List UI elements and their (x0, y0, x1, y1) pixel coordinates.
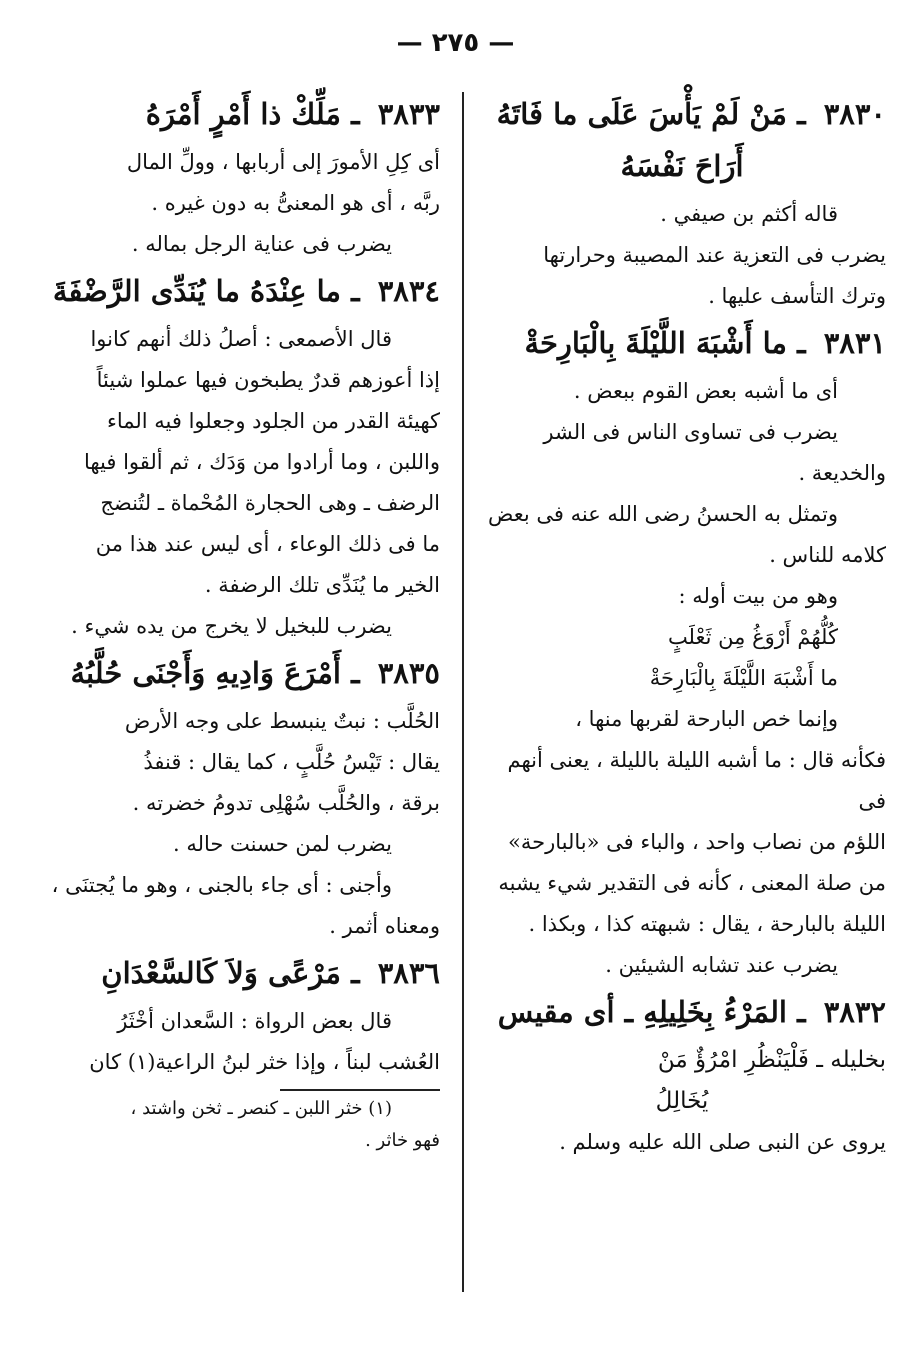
entry-number: ٣٨٣٤ (377, 274, 440, 308)
text-line: إذا أعوزهم قدرٌ يطبخون فيها عملوا شيئاً (96, 368, 440, 392)
text-line: يضرب فى التعزية عند المصيبة وحرارتها (543, 243, 886, 267)
entry-3831-heading (478, 319, 886, 367)
text-line: برقة ، والحُلَّب سُهْلِى تدومُ خضرته . (132, 791, 440, 815)
text-line: يضرب فى عناية الرجل بماله . (131, 232, 392, 256)
text-line: بخليله ـ فَلْيَنْظُرِ امْرُؤٌ مَنْ (657, 1047, 886, 1073)
proverb-title: ما عِنْدَهُ ما يُنَدِّى الرَّضْفَةَ (52, 274, 341, 308)
entry-number: ٣٨٣٢ (823, 995, 886, 1029)
proverb-title: مَلِّكْ ذا أَمْرٍ أَمْرَهُ (145, 97, 341, 131)
footnote-rule (280, 1089, 440, 1091)
footnote-line: فهو خاثر . (365, 1130, 440, 1151)
text-line: يضرب لمن حسنت حاله . (172, 832, 392, 856)
text-line: واللبن ، وما أرادوا من وَدَك ، ثم ألقوا فيها (83, 450, 440, 474)
dash: ـ (351, 656, 360, 690)
heading-gloss: أى مقيس (497, 995, 615, 1029)
proverb-title: مَنْ لَمْ يَأْسَ عَلَى ما فَاتَهُ (496, 97, 787, 131)
text-line: من صلة المعنى ، كأنه فى التقدير شيء يشبه (498, 871, 886, 895)
left-column (45, 88, 440, 1157)
dash: ـ (797, 326, 806, 360)
text-line: كلامه للناس . (769, 543, 886, 567)
dash: ـ (624, 995, 634, 1029)
entry-3833-heading (45, 90, 440, 138)
proverb-title: مَرْعًى وَلاَ كَالسَّعْدَانِ (101, 956, 341, 990)
entry-3830-heading (478, 90, 886, 138)
text-line: يقال : تَيْسُ حُلَّبٍ ، كما يقال : قنفذُ (143, 750, 440, 774)
text-line: يضرب فى تساوى الناس فى الشر (543, 420, 838, 444)
text-line: يضرب للبخيل لا يخرج من يده شيء . (71, 614, 392, 638)
entry-number: ٣٨٣٥ (377, 656, 440, 690)
text-line: أى كِلِ الأمورَ إلى أربابها ، وولِّ المال (126, 150, 440, 174)
dash: ـ (351, 956, 360, 990)
text-line: وهو من بيت أوله : (678, 584, 838, 608)
text-line: قال الأصمعى : أصلُ ذلك أنهم كانوا (90, 327, 392, 351)
column-divider (462, 92, 464, 1292)
verse-line: كُلُّهُمْ أَرْوَغُ مِن ثَعْلَبٍ (667, 625, 838, 649)
proverb-title: المَرْءُ بِخَلِيلِهِ (643, 995, 787, 1029)
dash: ـ (797, 995, 806, 1029)
verse-line: ما أَشْبَهَ اللَّيْلَةَ بِالْبَارِحَةْ (649, 666, 838, 690)
text-line: ربَّه ، أى هو المعنىُّ به دون غيره . (151, 191, 440, 215)
text-line: الخير ما يُنَدِّى تلك الرضفة . (204, 573, 440, 597)
dash: ـ (351, 97, 360, 131)
proverb-title: أَمْرَعَ وَادِيهِ وَأَجْنَى حُلَّبُهُ (70, 656, 341, 690)
text-line: وأجنى : أى جاء بالجنى ، وهو ما يُجتنَى ، (51, 873, 392, 897)
footnote-line: (١) خثر اللبن ـ كنصر ـ ثخن واشتد ، (130, 1098, 392, 1119)
entry-number: ٣٨٣١ (823, 326, 886, 360)
entry-3836-heading (45, 949, 440, 997)
text-line: اللؤم من نصاب واحد ، والباء فى «بالبارحة» (508, 830, 886, 854)
text-line: وترك التأسف عليها . (708, 284, 886, 308)
text-line: الليلة بالبارحة ، يقال : شبهته كذا ، وبكذا . (528, 912, 886, 936)
text-line: كهيئة القدر من الجلود وجعلوا فيه الماء (106, 409, 440, 433)
entry-3832-heading (478, 988, 886, 1036)
entry-number: ٣٨٣٦ (377, 956, 440, 990)
entry-number: ٣٨٣٣ (377, 97, 440, 131)
text-line: العُشب لبناً ، وإذا خثر لبنُ الراعية(١) كان (89, 1050, 440, 1074)
right-column (478, 88, 886, 1163)
text-line: والخديعة . (798, 461, 886, 485)
page-number: — ٢٧٥ — (396, 28, 515, 58)
text-line: الرضف ـ وهى الحجارة المُحْماة ـ لتُنضج (100, 491, 440, 515)
text-line: يروى عن النبى صلى الله عليه وسلم . (559, 1130, 886, 1154)
text-line: وتمثل به الحسنُ رضى الله عنه فى بعض (488, 502, 838, 526)
entry-3834-heading (45, 267, 440, 315)
text-line: الحُلَّب : نبتٌ ينبسط على وجه الأرض (124, 709, 440, 733)
text-line: وإنما خص البارحة لقربها منها ، (575, 707, 838, 731)
text-line: أى ما أشبه بعض القوم ببعض . (573, 379, 838, 403)
entry-number: ٣٨٣٠ (823, 97, 886, 131)
proverb-title: ما أَشْبَهَ اللَّيْلَةَ بِالْبَارِحَةْ (524, 326, 787, 360)
text-line: فكأنه قال : ما أشبه الليلة بالليلة ، يعنى أنهم فى (507, 748, 886, 813)
dash: ـ (351, 274, 360, 308)
proverb-title-continued: أَرَاحَ نَفْسَهُ (620, 149, 744, 183)
text-line: يُخَالِلُ (655, 1088, 709, 1114)
dash: ـ (797, 97, 806, 131)
text-line: ومعناه أثمر . (329, 914, 440, 938)
entry-3835-heading (45, 649, 440, 697)
text-line: قاله أكثم بن صيفي . (660, 202, 838, 226)
text-line: قال بعض الرواة : السَّعدان أخْثَرُ (117, 1009, 392, 1033)
text-line: يضرب عند تشابه الشيئين . (605, 953, 838, 977)
text-line: ما فى ذلك الوعاء ، أى ليس عند هذا من (95, 532, 440, 556)
